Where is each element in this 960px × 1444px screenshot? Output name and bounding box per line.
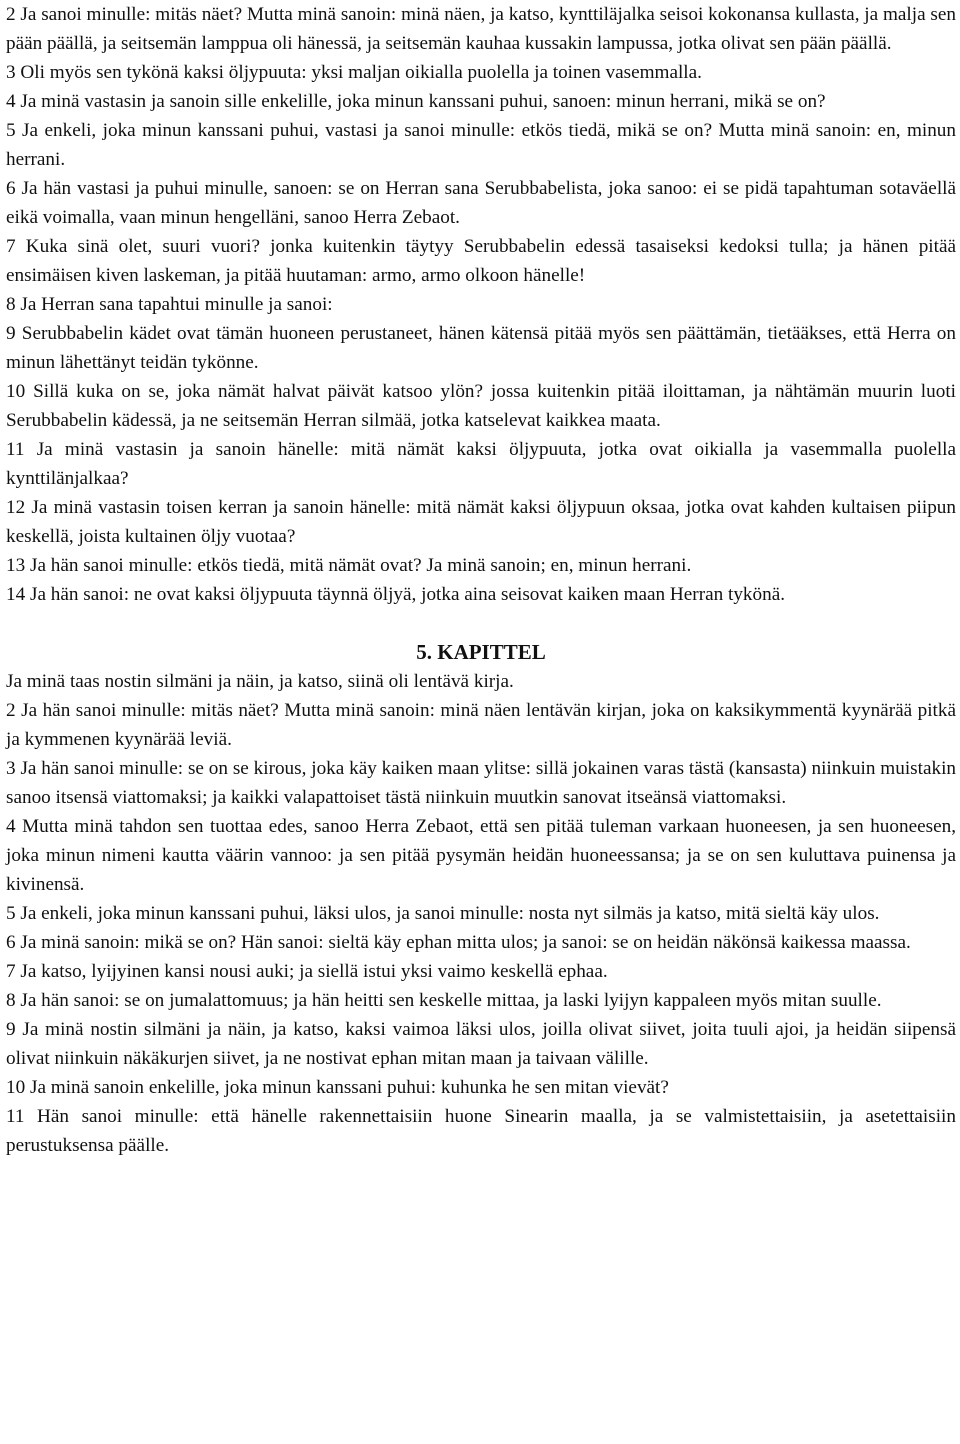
verse-7: 7 Kuka sinä olet, suuri vuori? jonka kuitenkin täytyy Serubbabelin edessä tasaiseksi kedoksi tulla; ja hänen pitää ensimäisen kiven laskeman, ja pitää huutaman: armo, armo olkoon hänelle! <box>6 236 956 286</box>
verse-2: 2 Ja sanoi minulle: mitäs näet? Mutta minä sanoin: minä näen, ja katso, kynttiläjalka seisoi kokonansa kullasta, ja malja sen pään päällä, ja seitsemän lamppua oli hänessä, ja seitsemän kauhaa kussakin lampussa, jotka olivat sen pään päällä. <box>6 4 956 54</box>
verse-8: 8 Ja Herran sana tapahtui minulle ja sanoi: <box>6 294 333 315</box>
verse-7: 7 Ja katso, lyijyinen kansi nousi auki; ja siellä istui yksi vaimo keskellä ephaa. <box>6 961 608 982</box>
verse-3: 3 Ja hän sanoi minulle: se on se kirous, joka käy kaiken maan ylitse: sillä jokainen varas tästä (kansasta) niinkuin muistakin sanoo itsensä viattomaksi; ja kaikki valapattoiset tästä niinkuin muutkin sanovat itseänsä viattomaksi. <box>6 758 956 808</box>
verse-8: 8 Ja hän sanoi: se on jumalattomuus; ja hän heitti sen keskelle mittaa, ja laski lyijyn kappaleen myös mitan suulle. <box>6 990 882 1011</box>
verse-4: 4 Mutta minä tahdon sen tuottaa edes, sanoo Herra Zebaot, että sen pitää tuleman varkaan huoneesen, ja sen huoneesen, joka minun nimeni kautta väärin vannoo: ja sen pitää pysymän heidän huoneessansa; ja se on sen kuluttava puinensa ja kivinensä. <box>6 816 956 895</box>
verse-11: 11 Ja minä vastasin ja sanoin hänelle: mitä nämät kaksi öljypuuta, jotka ovat oikialla ja vasemmalla puolella kynttilänjalkaa? <box>6 439 956 489</box>
chapter-5 <box>6 667 956 1160</box>
verse-14: 14 Ja hän sanoi: ne ovat kaksi öljypuuta täynnä öljyä, jotka aina seisovat kaiken maan Herran tykönä. <box>6 584 786 605</box>
verse-10: 10 Sillä kuka on se, joka nämät halvat päivät katsoo ylön? jossa kuitenkin pitää iloittaman, ja nähtämän muurin luoti Serubbabelin kädessä, ja ne seitsemän Herran silmää, jotka katselevat kaikkea maata. <box>6 381 956 431</box>
verse-4: 4 Ja minä vastasin ja sanoin sille enkelille, joka minun kanssani puhui, sanoen: minun herrani, mikä se on? <box>6 91 826 112</box>
blank-line <box>6 609 956 638</box>
chapter-heading: 5. KAPITTEL <box>416 640 546 664</box>
verse-9: 9 Serubbabelin kädet ovat tämän huoneen perustaneet, hänen kätensä pitää myös sen päättämän, tietääkses, että Herra on minun lähettänyt teidän tykönne. <box>6 323 956 373</box>
verse-11: 11 Hän sanoi minulle: että hänelle rakennettaisiin huone Sinearin maalla, ja se valmistettaisiin, ja asetettaisiin perustuksensa päälle. <box>6 1106 956 1156</box>
verse-12: 12 Ja minä vastasin toisen kerran ja sanoin hänelle: mitä nämät kaksi öljypuun oksaa, jotka ovat kahden kultaisen piipun keskellä, joista kultainen öljy vuotaa? <box>6 497 956 547</box>
verse-1: Ja minä taas nostin silmäni ja näin, ja katso, siinä oli lentävä kirja. <box>6 671 514 692</box>
verse-5: 5 Ja enkeli, joka minun kanssani puhui, vastasi ja sanoi minulle: etkös tiedä, mikä se on? Mutta minä sanoin: en, minun herrani. <box>6 120 956 170</box>
verse-10: 10 Ja minä sanoin enkelille, joka minun kanssani puhui: kuhunka he sen mitan vievät? <box>6 1077 669 1098</box>
verse-13: 13 Ja hän sanoi minulle: etkös tiedä, mitä nämät ovat? Ja minä sanoin; en, minun herrani. <box>6 555 692 576</box>
verse-3: 3 Oli myös sen tykönä kaksi öljypuuta: yksi maljan oikialla puolella ja toinen vasemmalla. <box>6 62 702 83</box>
verse-6: 6 Ja minä sanoin: mikä se on? Hän sanoi: sieltä käy ephan mitta ulos; ja sanoi: se on heidän näkönsä kaikessa maassa. <box>6 932 911 953</box>
verse-6: 6 Ja hän vastasi ja puhui minulle, sanoen: se on Herran sana Serubbabelista, joka sanoo: ei se pidä tapahtuman sotaväellä eikä voimalla, vaan minun hengelläni, sanoo Herra Zebaot. <box>6 178 956 228</box>
verse-5: 5 Ja enkeli, joka minun kanssani puhui, läksi ulos, ja sanoi minulle: nosta nyt silmäs ja katso, mitä sieltä käy ulos. <box>6 903 880 924</box>
verse-2: 2 Ja hän sanoi minulle: mitäs näet? Mutta minä sanoin: minä näen lentävän kirjan, joka on kaksikymmentä kyynärää pitkä ja kymmenen kyynärää leviä. <box>6 700 956 750</box>
chapter-4-continuation <box>6 0 956 609</box>
verse-9: 9 Ja minä nostin silmäni ja näin, ja katso, kaksi vaimoa läksi ulos, joilla olivat siivet, joita tuuli ajoi, ja heidän siipensä olivat niinkuin näkäkurjen siivet, ja ne nostivat ephan mitan maan ja taivaan välille. <box>6 1019 956 1069</box>
document-page <box>6 0 956 1160</box>
